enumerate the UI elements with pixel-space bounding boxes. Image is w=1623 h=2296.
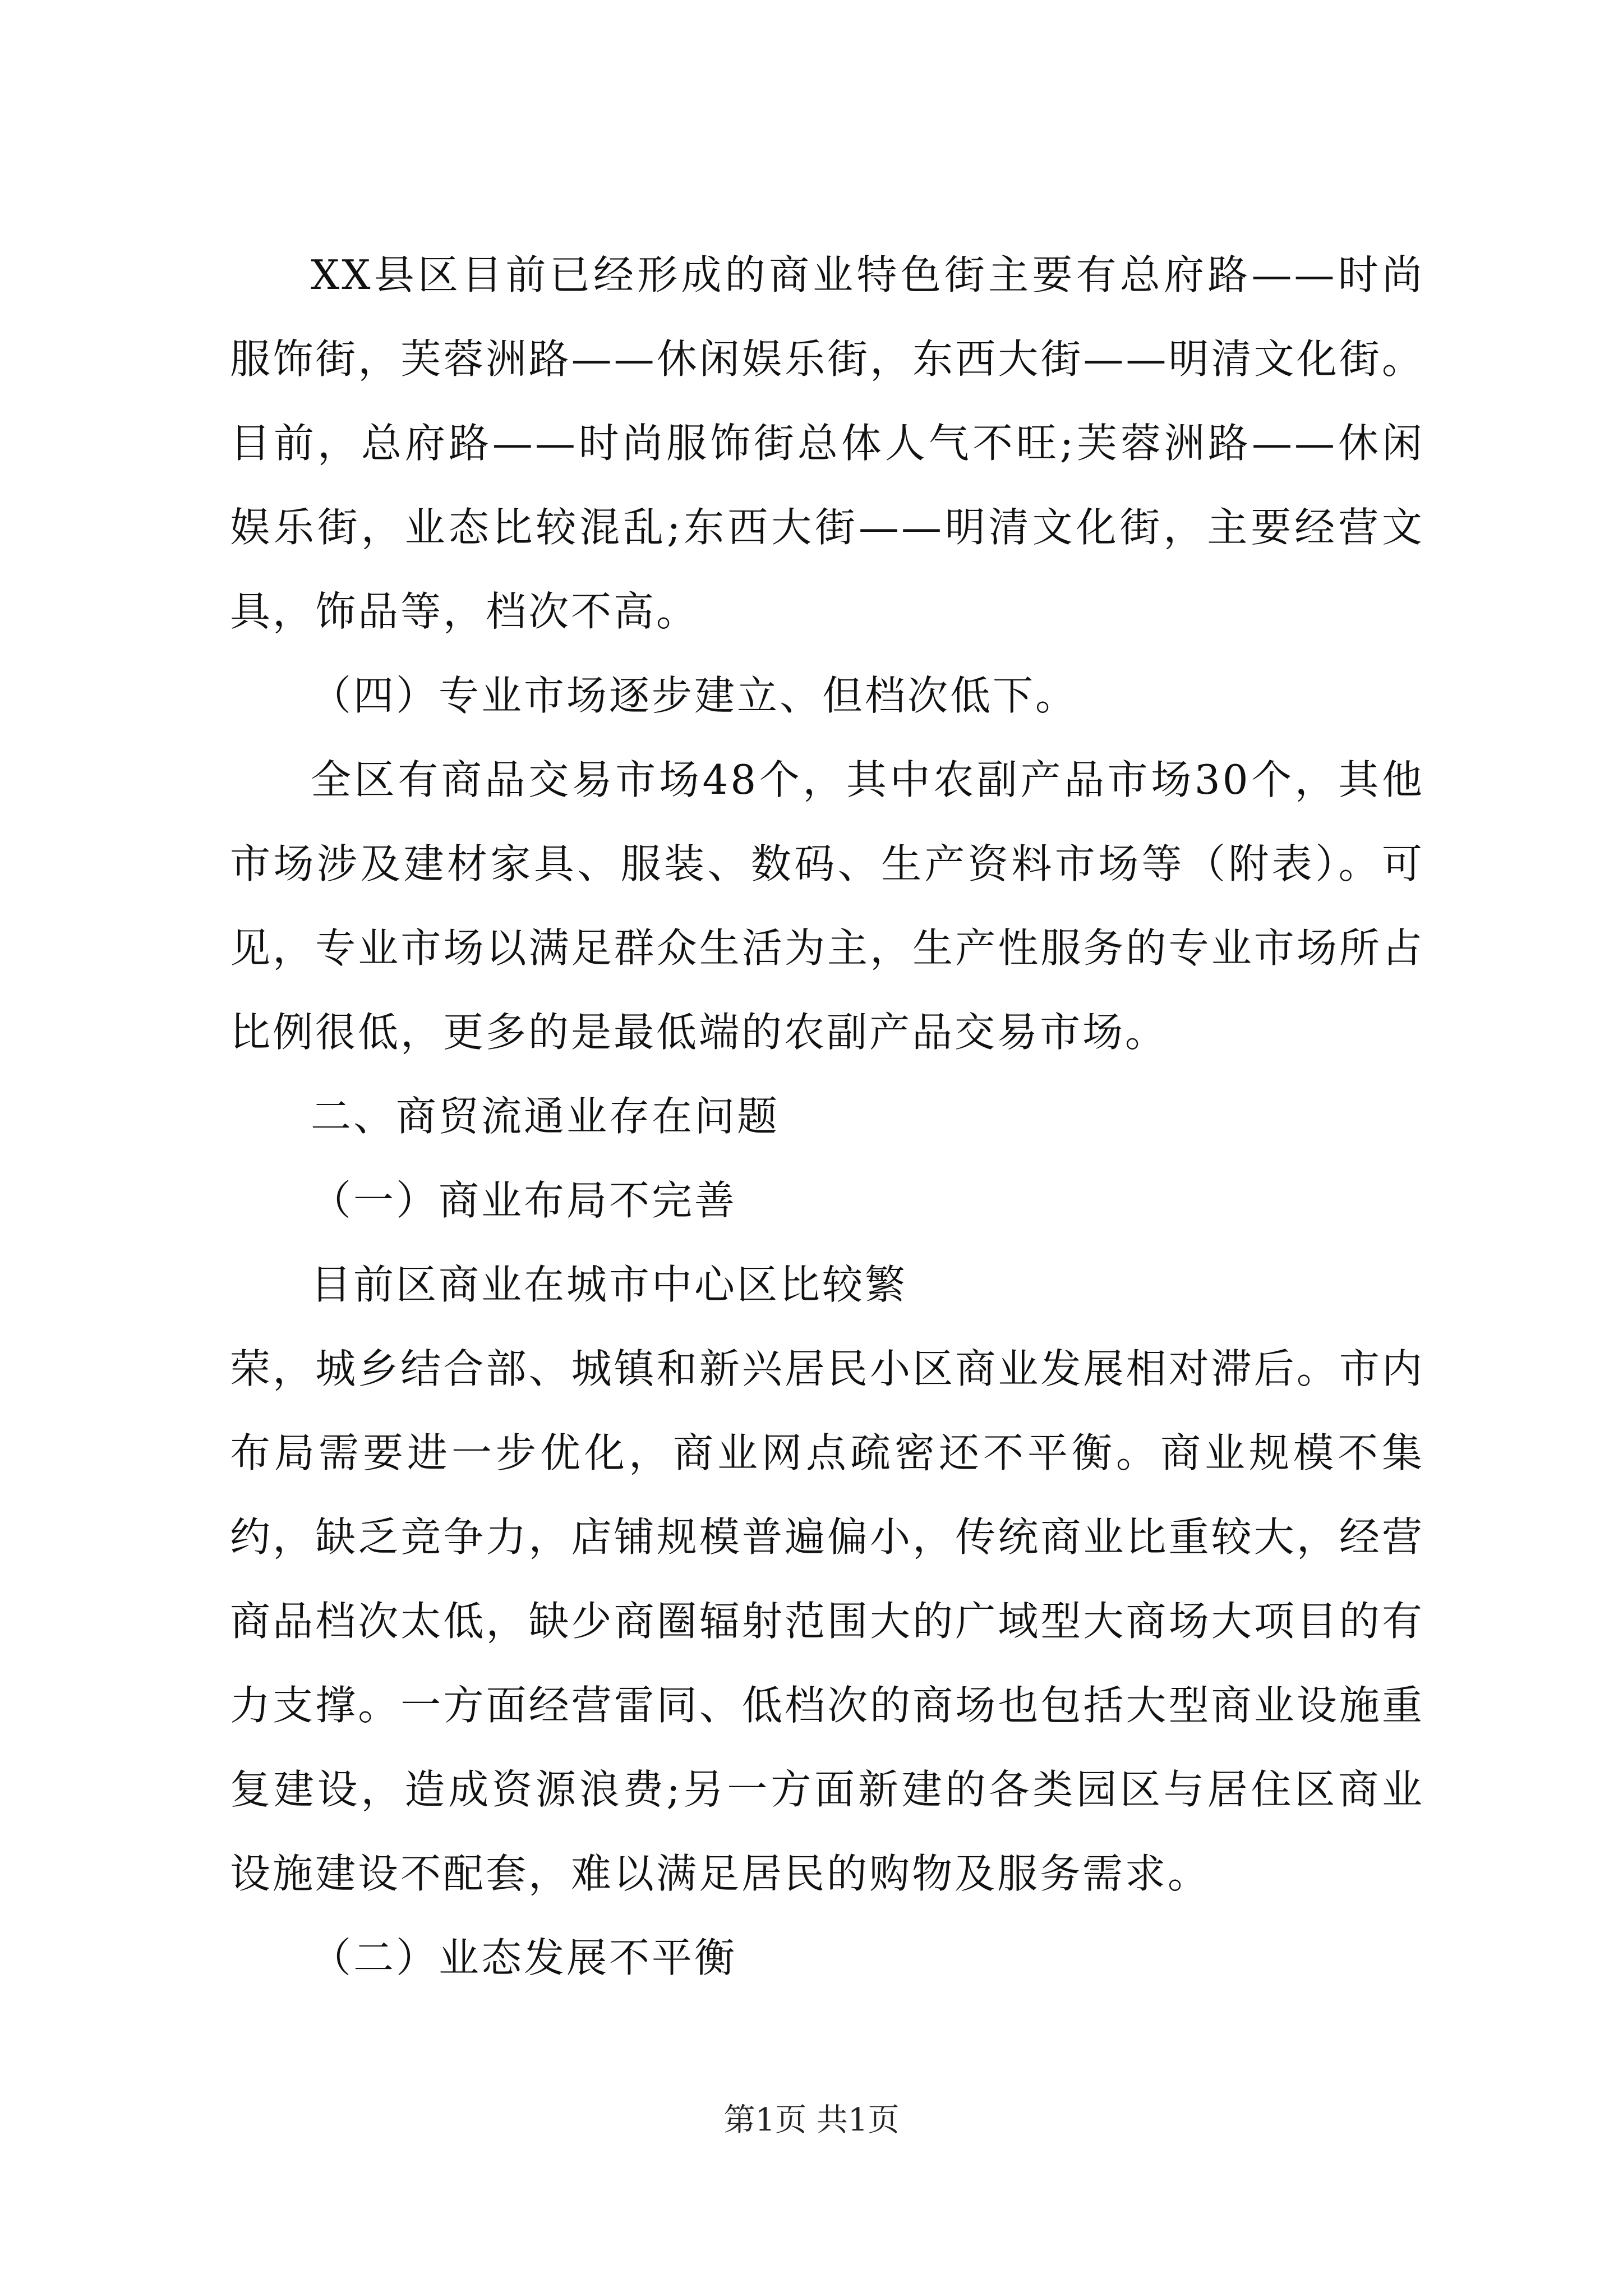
heading-section-two: 二、商贸流通业存在问题 <box>311 1093 780 1140</box>
document-body <box>230 233 1424 2000</box>
paragraph-commercial-streets: XX县区目前已经形成的商业特色街主要有总府路——时尚服饰街，芙蓉洲路——休闲娱乐街，东西大街——明清文化街。目前，总府路——时尚服饰街总体人气不旺;芙蓉洲路——休闲娱乐街，业态比较混乱;东西大街——明清文化街，主要经营文具，饰品等，档次不高。 <box>230 251 1424 635</box>
paragraph-city-center: 目前区商业在城市中心区比较繁 <box>311 1261 908 1308</box>
heading-layout-imperfect: （一）商业布局不完善 <box>311 1177 737 1224</box>
page-footer: 第1页 共1页 <box>723 2102 900 2138</box>
paragraph-market-count: 全区有商品交易市场48个，其中农副产品市场30个，其他市场涉及建材家具、服装、数码、生产资料市场等（附表）。可见，专业市场以满足群众生活为主，生产性服务的专业市场所占比例很低，更多的是最低端的农副产品交易市场。 <box>230 756 1424 1056</box>
heading-format-imbalance: （二）业态发展不平衡 <box>311 1934 737 1981</box>
paragraph-layout-details: 荣，城乡结合部、城镇和新兴居民小区商业发展相对滞后。市内布局需要进一步优化，商业网点疏密还不平衡。商业规模不集约，缺乏竞争力，店铺规模普遍偏小，传统商业比重较大，经营商品档次太低，缺少商圈辐射范围大的广域型大商场大项目的有力支撑。一方面经营雷同、低档次的商场也包括大型商业设施重复建设，造成资源浪费;另一方面新建的各类园区与居住区商业设施建设不配套，难以满足居民的购物及服务需求。 <box>230 1345 1424 1897</box>
heading-specialized-markets: （四）专业市场逐步建立、但档次低下。 <box>311 672 1078 719</box>
